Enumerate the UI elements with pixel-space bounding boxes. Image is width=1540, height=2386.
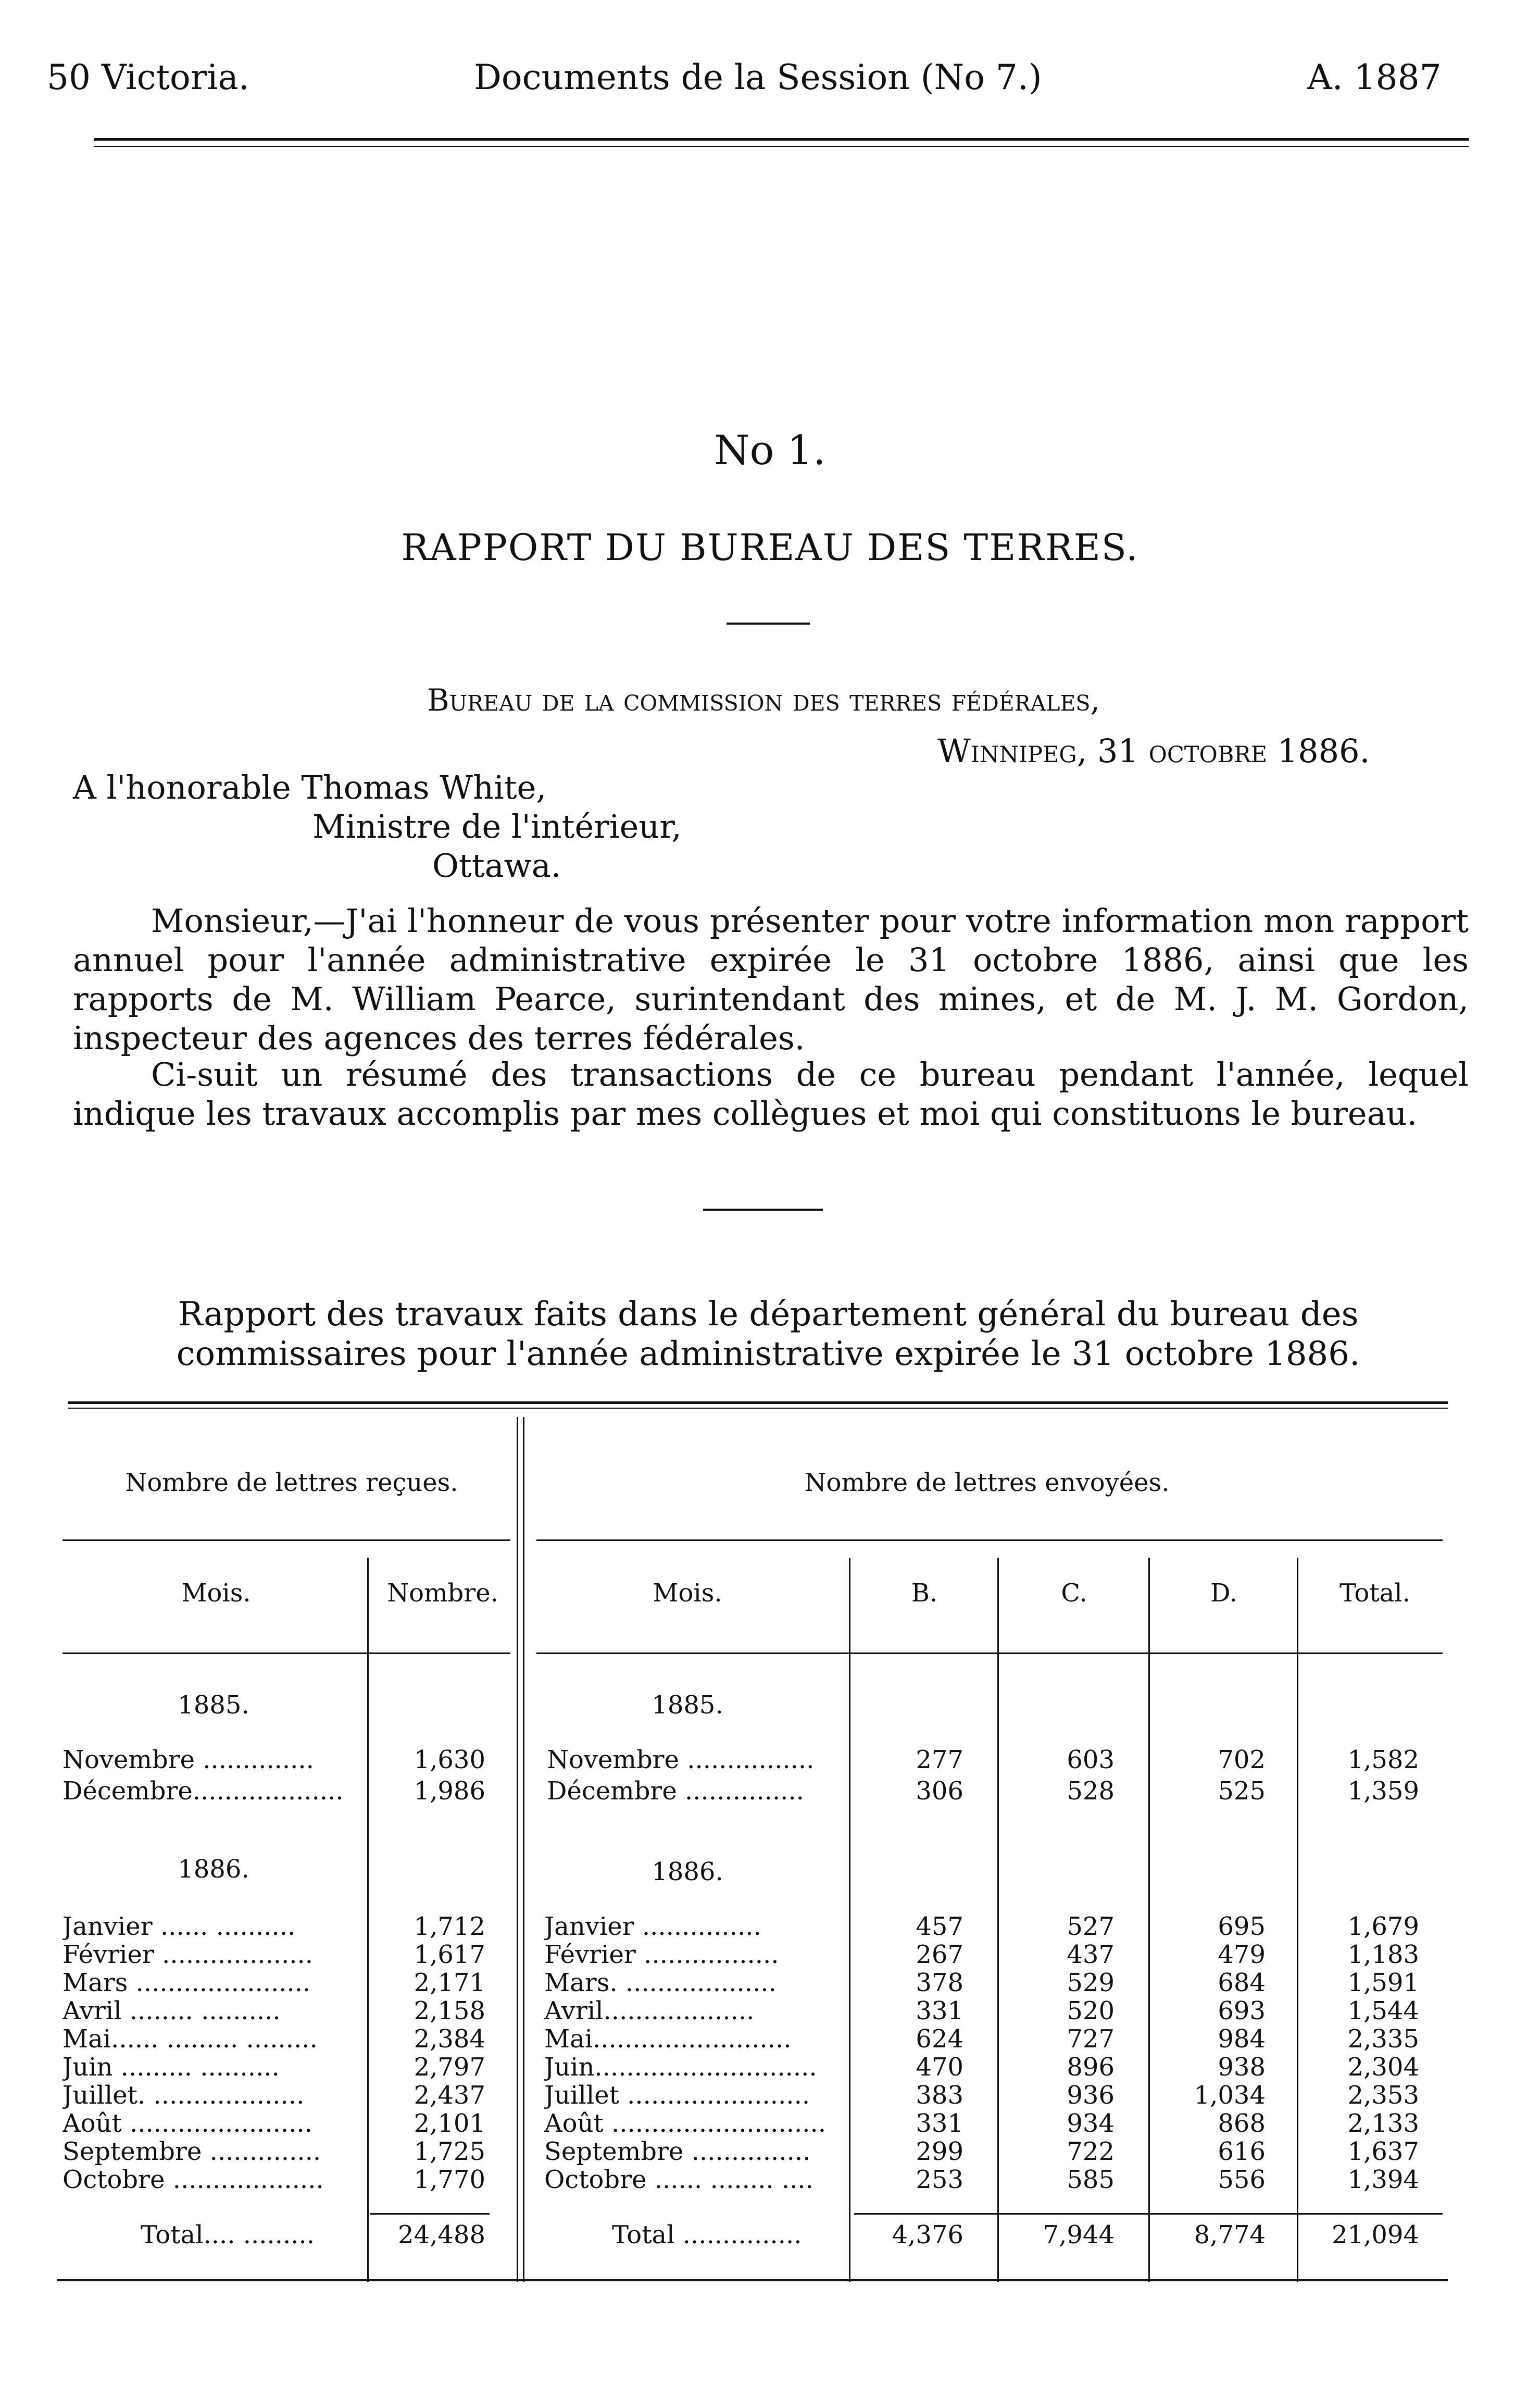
row-1886-2-b: 378 (916, 1968, 963, 1997)
row-1886-9-d: 556 (1218, 2165, 1266, 2194)
row-1885-0-nombre: 1,630 (414, 1745, 485, 1774)
row-1886-9-mois-right: Octobre ...... ........ .... (544, 2165, 813, 2194)
table-title: Rapport des travaux faits dans le département général du bureau des commissaires pour l'année administrative expirée le 31 octobre 1886. (176, 1295, 1360, 1373)
row-1886-5-mois-right: Juin............................ (544, 2053, 817, 2082)
header-year: A. 1887 (1307, 57, 1442, 97)
year-1886-left: 1886. (178, 1855, 249, 1884)
row-1886-1-nombre: 1,617 (414, 1940, 485, 1969)
row-1886-2-mois-right: Mars. ................... (544, 1968, 777, 1997)
row-1886-2-mois-left: Mars ...................... (62, 1968, 311, 1997)
row-1886-2-d: 684 (1218, 1968, 1266, 1997)
document-number: No 1. (714, 427, 826, 474)
row-1886-7-total: 2,133 (1347, 2109, 1419, 2138)
row-1886-6-c: 936 (1067, 2081, 1115, 2110)
table-bottom-rule (57, 2279, 1448, 2281)
paragraph-1: Monsieur,—J'ai l'honneur de vous présenter pour votre information mon rapport annuel pour l'année administrative expirée le 31 octobre 1886, ainsi que les rapports de M. William Pearce, surintendant des mines, et de M. J. M. Gordon, inspecteur des agences des terres fédérales. (73, 902, 1469, 1057)
row-1885-1-c: 528 (1067, 1776, 1115, 1806)
header-session: 50 Victoria. (47, 57, 249, 97)
row-1886-9-total: 1,394 (1347, 2165, 1419, 2194)
row-1886-3-total: 1,544 (1347, 1996, 1419, 2025)
row-1886-4-total: 2,335 (1347, 2024, 1419, 2054)
row-1886-8-nombre: 1,725 (414, 2137, 485, 2166)
col-header-b: B. (911, 1579, 938, 1608)
row-1886-6-d: 1,034 (1194, 2081, 1266, 2110)
row-1886-1-mois-left: Février ................... (62, 1940, 314, 1969)
row-1886-1-d: 479 (1218, 1940, 1266, 1969)
address-line-3: Ottawa. (432, 847, 561, 885)
row-1886-5-nombre: 2,797 (414, 2053, 485, 2082)
col-header-mois-right: Mois. (653, 1579, 722, 1608)
row-1886-2-nombre: 2,171 (414, 1968, 485, 1997)
row-1886-0-mois-right: Janvier ............... (544, 1912, 761, 1941)
row-1886-3-nombre: 2,158 (414, 1996, 485, 2025)
address-line-1: A l'honorable Thomas White, (73, 768, 547, 806)
row-1886-4-mois-right: Mai......................... (544, 2024, 792, 2054)
year-1885-right: 1885. (652, 1691, 723, 1720)
row-1885-1-mois-left: Décembre................... (62, 1776, 344, 1806)
row-1886-6-mois-right: Juillet ....................... (544, 2081, 810, 2110)
row-1886-3-mois-left: Avril ........ .......... (62, 1996, 281, 2025)
row-1886-5-total: 2,304 (1347, 2053, 1419, 2082)
row-1886-8-d: 616 (1218, 2137, 1266, 2166)
col-header-c: C. (1061, 1579, 1087, 1608)
paragraph-2: Ci-suit un résumé des transactions de ce bureau pendant l'année, lequel indique les travaux accomplis par mes collègues et moi qui constituons le bureau. (73, 1055, 1469, 1133)
row-1886-0-b: 457 (916, 1912, 963, 1941)
row-1886-2-c: 529 (1067, 1968, 1115, 1997)
row-1885-0-c: 603 (1067, 1745, 1115, 1774)
row-1885-0-mois-left: Novembre .............. (62, 1745, 314, 1774)
total-nombre: 24,488 (398, 2220, 485, 2250)
row-1885-1-nombre: 1,986 (414, 1776, 485, 1806)
row-1886-8-total: 1,637 (1347, 2137, 1419, 2166)
row-1886-5-b: 470 (916, 2053, 963, 2082)
report-title: RAPPORT DU BUREAU DES TERRES. (401, 526, 1139, 569)
row-1886-9-b: 253 (916, 2165, 963, 2194)
row-1886-7-mois-left: Août ....................... (62, 2109, 312, 2138)
row-1886-7-nombre: 2,101 (414, 2109, 485, 2138)
col-header-nombre: Nombre. (387, 1579, 498, 1608)
row-1886-3-mois-right: Avril................... (544, 1996, 755, 2025)
row-1886-8-b: 299 (916, 2137, 963, 2166)
row-1886-7-c: 934 (1067, 2109, 1115, 2138)
row-1886-6-total: 2,353 (1347, 2081, 1419, 2110)
year-1886-right: 1886. (652, 1857, 723, 1886)
row-1886-0-mois-left: Janvier ...... .......... (62, 1912, 296, 1941)
row-1886-1-b: 267 (916, 1940, 963, 1969)
row-1886-6-nombre: 2,437 (414, 2081, 485, 2110)
row-1885-0-b: 277 (916, 1745, 963, 1774)
col-header-mois-left: Mois. (181, 1579, 251, 1608)
year-1885-left: 1885. (178, 1691, 249, 1720)
total-rule-right (854, 2213, 1443, 2215)
total-label-right: Total ............... (612, 2220, 802, 2250)
row-1886-8-mois-left: Septembre .............. (62, 2137, 321, 2166)
total-d: 8,774 (1194, 2220, 1266, 2250)
total-rule-nombre (370, 2213, 490, 2215)
row-1886-9-nombre: 1,770 (414, 2165, 485, 2194)
row-1886-6-b: 383 (916, 2081, 963, 2110)
row-1885-1-mois-right: Décembre ............... (547, 1776, 804, 1806)
row-1886-2-total: 1,591 (1347, 1968, 1419, 1997)
total-b: 4,376 (892, 2220, 963, 2250)
row-1886-3-c: 520 (1067, 1996, 1115, 2025)
row-1886-8-mois-right: Septembre ............... (544, 2137, 811, 2166)
row-1886-1-mois-right: Février ................. (544, 1940, 779, 1969)
row-1886-4-b: 624 (916, 2024, 963, 2054)
address-line-2: Ministre de l'intérieur, (312, 807, 682, 846)
row-1885-1-d: 525 (1218, 1776, 1266, 1806)
row-1886-0-d: 695 (1218, 1912, 1266, 1941)
row-1886-9-c: 585 (1067, 2165, 1115, 2194)
row-1886-1-c: 437 (1067, 1940, 1115, 1969)
col-header-d: D. (1210, 1579, 1238, 1608)
row-1886-0-nombre: 1,712 (414, 1912, 485, 1941)
sent-header: Nombre de lettres envoyées. (804, 1468, 1170, 1497)
row-1886-5-d: 938 (1218, 2053, 1266, 2082)
total-label-left: Total.... ......... (141, 2220, 315, 2250)
row-1885-1-total: 1,359 (1347, 1776, 1419, 1806)
date-text: Winnipeg, 31 octobre 1886. (937, 732, 1370, 770)
row-1886-5-c: 896 (1067, 2053, 1115, 2082)
row-1886-4-c: 727 (1067, 2024, 1115, 2054)
row-1886-6-mois-left: Juillet. ................... (62, 2081, 305, 2110)
row-1886-1-total: 1,183 (1347, 1940, 1419, 1969)
row-1886-4-d: 984 (1218, 2024, 1266, 2054)
row-1886-9-mois-left: Octobre ................... (62, 2165, 324, 2194)
col-header-total: Total. (1339, 1579, 1410, 1608)
row-1885-1-b: 306 (916, 1776, 963, 1806)
row-1886-0-total: 1,679 (1347, 1912, 1419, 1941)
row-1885-0-d: 702 (1218, 1745, 1266, 1774)
row-1886-0-c: 527 (1067, 1912, 1115, 1941)
row-1886-7-d: 868 (1218, 2109, 1266, 2138)
row-1886-7-mois-right: Août ........................... (544, 2109, 826, 2138)
row-1886-4-nombre: 2,384 (414, 2024, 485, 2054)
row-1885-0-mois-right: Novembre ................ (547, 1745, 815, 1774)
row-1886-5-mois-left: Juin ......... .......... (62, 2053, 280, 2082)
header-documents: Documents de la Session (No 7.) (474, 57, 1042, 97)
total-total: 21,094 (1332, 2220, 1419, 2250)
row-1885-0-total: 1,582 (1347, 1745, 1419, 1774)
row-1886-4-mois-left: Mai...... ......... ......... (62, 2024, 318, 2054)
row-1886-3-b: 331 (916, 1996, 963, 2025)
row-1886-3-d: 693 (1218, 1996, 1266, 2025)
row-1886-8-c: 722 (1067, 2137, 1115, 2166)
total-c: 7,944 (1043, 2220, 1115, 2250)
office-line: Bureau de la commission des terres fédérales, (427, 682, 1100, 718)
received-header: Nombre de lettres reçues. (125, 1468, 458, 1497)
row-1886-7-b: 331 (916, 2109, 963, 2138)
